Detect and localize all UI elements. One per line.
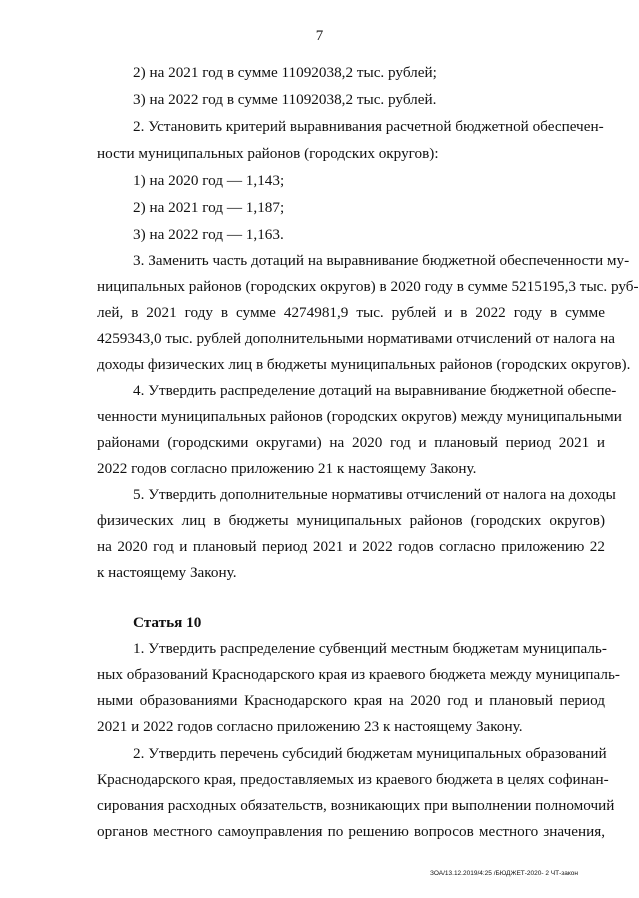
- paragraph-first-line: 2. Утвердить перечень субсидий бюджетам муниципальных образований: [133, 745, 607, 762]
- text-line: ных образований Краснодарского края из краевого бюджета между муниципаль-: [97, 666, 620, 683]
- paragraph-first-line: 3. Заменить часть дотаций на выравнивание бюджетной обеспеченности му-: [133, 252, 630, 269]
- text-line: ности муниципальных районов (городских округов):: [97, 145, 439, 162]
- text-line: Краснодарского края, предоставляемых из краевого бюджета в целях софинан-: [97, 771, 609, 788]
- text-line: ниципальных районов (городских округов) в 2020 году в сумме 5215195,3 тыс. руб-: [97, 278, 639, 295]
- paragraph-first-line: 2. Установить критерий выравнивания расчетной бюджетной обеспечен-: [133, 118, 604, 135]
- text-line: 4259343,0 тыс. рублей дополнительными нормативами отчислений от налога на: [97, 330, 615, 347]
- text-line: 2) на 2021 год — 1,187;: [133, 199, 285, 216]
- text-line: 3) на 2022 год в сумме 11092038,2 тыс. рублей.: [133, 91, 437, 108]
- text-line: физических лиц в бюджеты муниципальных районов (городских округов): [97, 512, 605, 529]
- document-footer: ЗОА/13.12.2019/4:25 /БЮДЖЕТ-2020- 2 ЧТ-закон: [430, 870, 578, 877]
- text-line: лей, в 2021 году в сумме 4274981,9 тыс. рублей и в 2022 году в сумме: [97, 304, 605, 321]
- text-line: ными образованиями Краснодарского края на 2020 год и плановый период: [97, 692, 605, 709]
- text-line: 2) на 2021 год в сумме 11092038,2 тыс. рублей;: [133, 64, 437, 81]
- text-line: 2022 годов согласно приложению 21 к настоящему Закону.: [97, 460, 477, 477]
- text-line: сирования расходных обязательств, возникающих при выполнении полномочий: [97, 797, 615, 814]
- paragraph-first-line: 5. Утвердить дополнительные нормативы отчислений от налога на доходы: [133, 486, 616, 503]
- text-line: ченности муниципальных районов (городских округов) между муниципальными: [97, 408, 622, 425]
- text-line: 1) на 2020 год — 1,143;: [133, 172, 285, 189]
- text-line: 3) на 2022 год — 1,163.: [133, 226, 284, 243]
- text-line: районами (городскими округами) на 2020 год и плановый период 2021 и: [97, 434, 605, 451]
- page-number: 7: [315, 28, 324, 44]
- text-line: доходы физических лиц в бюджеты муниципальных районов (городских округов).: [97, 356, 631, 373]
- paragraph-first-line: 1. Утвердить распределение субвенций местным бюджетам муниципаль-: [133, 640, 607, 657]
- text-line: к настоящему Закону.: [97, 564, 237, 581]
- text-line: на 2020 год и плановый период 2021 и 2022 годов согласно приложению 22: [97, 538, 605, 555]
- paragraph-first-line: 4. Утвердить распределение дотаций на выравнивание бюджетной обеспе-: [133, 382, 617, 399]
- text-line: органов местного самоуправления по решению вопросов местного значения,: [97, 823, 605, 840]
- article-heading: Статья 10: [133, 614, 202, 631]
- text-line: 2021 и 2022 годов согласно приложению 23 к настоящему Закону.: [97, 718, 523, 735]
